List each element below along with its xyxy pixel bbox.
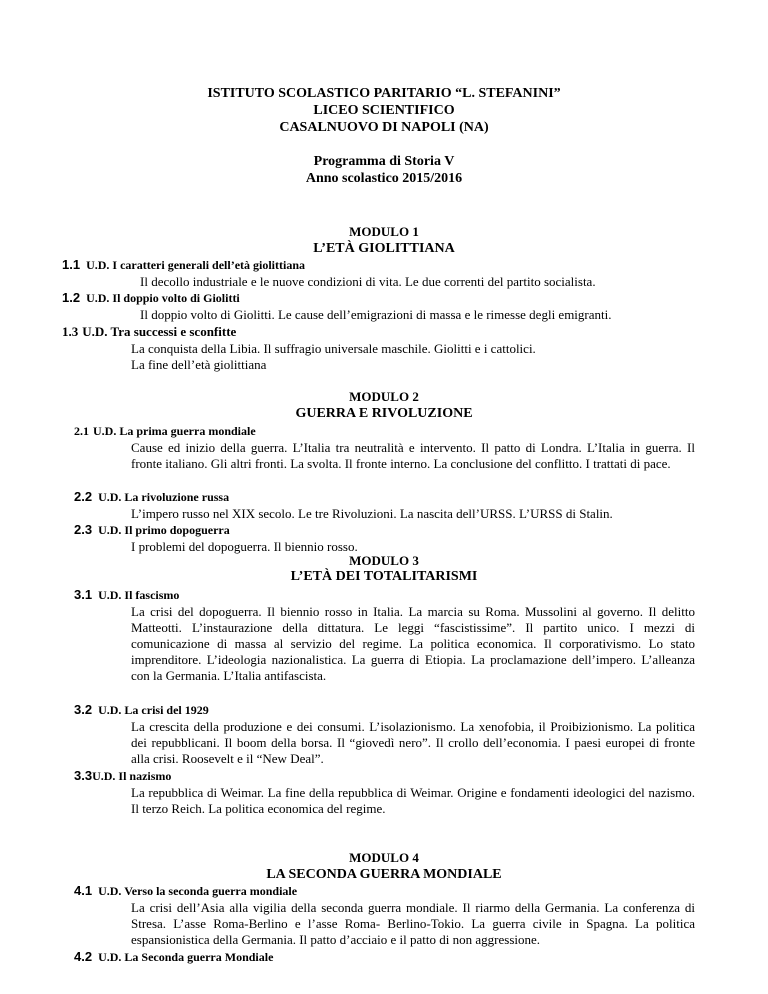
unit-number: 2.3 [74, 522, 93, 537]
unit-description: La repubblica di Weimar. La fine della repubblica di Weimar. Origine e fondamenti ideologici del nazismo. Il terzo Reich. La politica economica del regime. [131, 785, 695, 816]
unit-heading [74, 949, 273, 965]
unit-title: U.D. Il fascismo [98, 588, 180, 602]
unit-heading [74, 587, 179, 603]
module-label: MODULO 1 [349, 224, 419, 239]
unit-heading [62, 257, 305, 273]
unit-heading [62, 324, 236, 340]
unit-description: La crisi del dopoguerra. Il biennio rosso in Italia. La marcia su Roma. Mussolini al governo. Il delitto Matteotti. L’instaurazione della dittatura. Le leggi “fascistissime”. Il partito unico. I mezzi di comunicazione di massa al servizio del regime. La politica economica. Il corporativismo. Lo stato imprenditore. L’ideologia nazionalistica. La guerra di Etiopia. La proclamazione dell’impero. L’alleanza con la Germania. L’Italia antifascista. [131, 604, 695, 683]
unit-heading [74, 702, 209, 718]
unit-number: 1.3 [62, 324, 79, 339]
unit-heading [74, 522, 230, 538]
unit-title: U.D. Tra successi e sconfitte [82, 324, 237, 339]
unit-description: Cause ed inizio della guerra. L’Italia tra neutralità e intervento. Il patto di Londra. L’Italia in guerra. Il fronte italiano. Gli altri fronti. La svolta. Il fronte interno. La conclusione del conflitto. I trattati di pace. [131, 440, 695, 471]
unit-description: La conquista della Libia. Il suffragio universale maschile. Giolitti e i cattolici. [131, 341, 536, 356]
unit-description: Il doppio volto di Giolitti. Le cause dell’emigrazioni di massa e le rimesse degli emigranti. [140, 307, 612, 322]
unit-description: Il decollo industriale e le nuove condizioni di vita. Le due correnti del partito socialista. [140, 274, 596, 289]
unit-title: U.D. Il primo dopoguerra [98, 523, 230, 537]
unit-description: L’impero russo nel XIX secolo. Le tre Rivoluzioni. La nascita dell’URSS. L’URSS di Stalin. [131, 506, 613, 521]
school-year: Anno scolastico 2015/2016 [305, 171, 463, 186]
unit-title: U.D. I caratteri generali dell’età giolittiana [86, 258, 306, 272]
unit-number: 2.2 [74, 489, 93, 504]
unit-number: 1.1 [62, 257, 81, 272]
module-title: L’ETÀ GIOLITTIANA [313, 241, 455, 256]
unit-number: 4.2 [74, 949, 93, 964]
unit-heading [74, 489, 229, 505]
module-title: L’ETÀ DEI TOTALITARISMI [290, 569, 478, 584]
unit-number: 1.2 [62, 290, 81, 305]
program-title: Programma di Storia V [313, 154, 455, 169]
unit-title: U.D. La crisi del 1929 [98, 703, 209, 717]
unit-heading [74, 883, 297, 899]
school-name: ISTITUTO SCOLASTICO PARITARIO “L. STEFANINI” [207, 86, 561, 101]
unit-description: La crisi dell’Asia alla vigilia della seconda guerra mondiale. Il riarmo della Germania. La conferenza di Stresa. L’asse Roma-Berlino e l’asse Roma- Berlino-Tokio. La guerra civile in Spagna. La politica espansionistica della Germania. Il patto d’acciaio e il patto di non aggressione. [131, 900, 695, 947]
unit-number: 4.1 [74, 883, 93, 898]
unit-description: La crescita della produzione e dei consumi. L’isolazionismo. La xenofobia, il Proibizionismo. La politica dei repubblicani. Il boom della borsa. Il “giovedì nero”. Il crollo dell’economia. I paesi europei di fronte alla crisi. Roosevelt e il “New Deal”. [131, 719, 695, 766]
module-title: LA SECONDA GUERRA MONDIALE [266, 867, 502, 882]
module-title: GUERRA E RIVOLUZIONE [295, 406, 473, 421]
unit-heading [74, 423, 256, 439]
unit-title: U.D. Il doppio volto di Giolitti [86, 291, 240, 305]
unit-heading [62, 290, 240, 306]
unit-description: La fine dell’età giolittiana [131, 357, 267, 372]
unit-number: 3.2 [74, 702, 93, 717]
unit-title: U.D. La Seconda guerra Mondiale [98, 950, 274, 964]
unit-number: 3.1 [74, 587, 93, 602]
unit-title: U.D. Verso la seconda guerra mondiale [98, 884, 298, 898]
unit-title: U.D. Il nazismo [92, 769, 172, 783]
unit-title: U.D. La prima guerra mondiale [93, 424, 256, 438]
unit-number: 3.3 [74, 768, 93, 783]
school-city: CASALNUOVO DI NAPOLI (NA) [279, 120, 489, 135]
module-label: MODULO 4 [349, 850, 419, 865]
unit-heading [74, 768, 171, 784]
unit-title: U.D. La rivoluzione russa [98, 490, 230, 504]
module-label: MODULO 2 [349, 389, 419, 404]
unit-number: 2.1 [74, 424, 89, 438]
unit-description: I problemi del dopoguerra. Il biennio rosso. [131, 539, 358, 554]
module-label: MODULO 3 [349, 553, 419, 568]
school-type: LICEO SCIENTIFICO [313, 103, 455, 118]
